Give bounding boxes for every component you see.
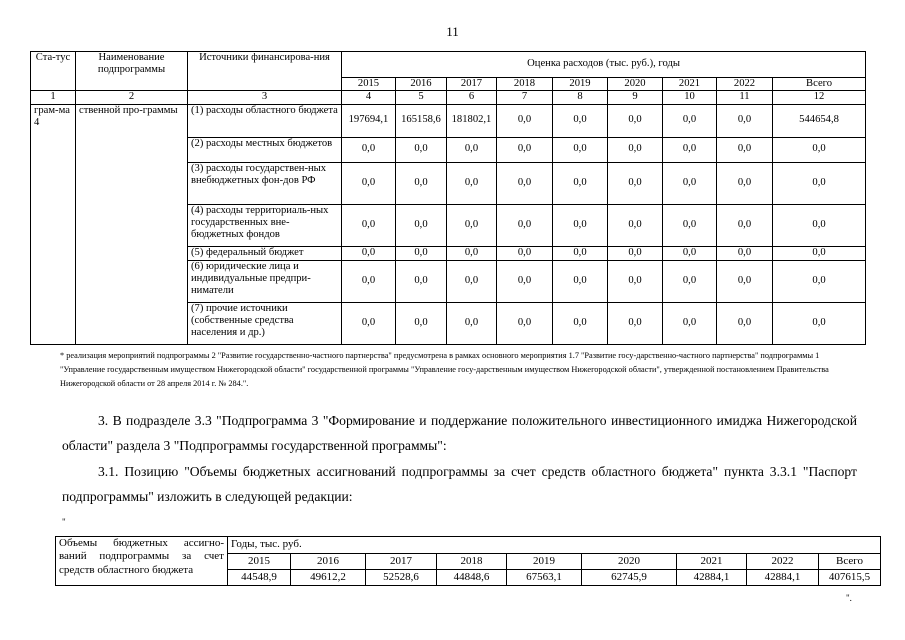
value-cell: 0,0 (447, 246, 497, 260)
column-number-cell: 4 (342, 91, 396, 104)
budget-year-cell: 2016 (291, 554, 366, 570)
value-cell: 0,0 (717, 162, 773, 204)
funding-source-cell: (6) юридические лица и индивидуальные предпри-ниматели (188, 260, 342, 302)
budget-value-cell: 62745,9 (582, 570, 677, 586)
year-header-cell: 2021 (663, 78, 717, 91)
value-cell: 0,0 (663, 137, 717, 162)
value-cell: 0,0 (717, 137, 773, 162)
budget-allocation-table (55, 536, 881, 586)
value-cell: 0,0 (663, 246, 717, 260)
budget-value-cell: 407615,5 (819, 570, 881, 586)
value-cell: 0,0 (553, 302, 608, 344)
budget-label: Объемы бюджетных ассигно-ваний подпрограммы за счет средств областного бюджета (56, 537, 228, 586)
value-cell: 0,0 (553, 246, 608, 260)
column-number-cell: 3 (188, 91, 342, 104)
column-number-cell: 7 (497, 91, 553, 104)
value-cell: 0,0 (553, 162, 608, 204)
header-funding-sources: Источники финансирова-ния (188, 52, 342, 91)
header-status: Ста-тус (31, 52, 76, 91)
budget-value-cell: 42884,1 (747, 570, 819, 586)
value-cell: 165158,6 (396, 104, 447, 137)
budget-value-cell: 44848,6 (437, 570, 507, 586)
value-cell: 0,0 (396, 260, 447, 302)
value-cell: 0,0 (342, 137, 396, 162)
value-cell: 0,0 (553, 260, 608, 302)
column-number-cell: 6 (447, 91, 497, 104)
value-cell: 0,0 (773, 302, 866, 344)
value-cell: 0,0 (553, 137, 608, 162)
value-cell: 0,0 (447, 204, 497, 246)
paragraph-3-1: 3.1. Позицию "Объемы бюджетных ассигнований подпрограммы за счет средств областного бюджета" пункта 3.3.1 "Паспорт подпрограммы" изложить в следующей редакции: (62, 464, 857, 504)
value-cell: 0,0 (497, 246, 553, 260)
value-cell: 0,0 (663, 162, 717, 204)
value-cell: 0,0 (608, 104, 663, 137)
funding-source-cell: (7) прочие источники (собственные средства населения и др.) (188, 302, 342, 344)
value-cell: 0,0 (608, 260, 663, 302)
value-cell: 0,0 (342, 246, 396, 260)
year-header-cell: 2018 (497, 78, 553, 91)
value-cell: 0,0 (608, 162, 663, 204)
value-cell: 0,0 (342, 260, 396, 302)
value-cell: 0,0 (773, 204, 866, 246)
page-number: 11 (446, 24, 459, 39)
year-header-cell: 2016 (396, 78, 447, 91)
header-expense-estimate: Оценка расходов (тыс. руб.), годы (342, 52, 866, 78)
value-cell: 0,0 (608, 302, 663, 344)
value-cell: 0,0 (447, 302, 497, 344)
funding-source-cell: (2) расходы местных бюджетов (188, 137, 342, 162)
funding-source-cell: (5) федеральный бюджет (188, 246, 342, 260)
closing-quote: ". (846, 593, 852, 603)
funding-source-cell: (4) расходы территориаль-ных государственных вне-бюджетных фондов (188, 204, 342, 246)
status-cell: грам-ма 4 (31, 104, 76, 344)
year-header-cell: 2019 (553, 78, 608, 91)
value-cell: 0,0 (447, 162, 497, 204)
value-cell: 0,0 (663, 302, 717, 344)
value-cell: 0,0 (497, 137, 553, 162)
column-number-cell: 11 (717, 91, 773, 104)
budget-value-cell: 49612,2 (291, 570, 366, 586)
value-cell: 197694,1 (342, 104, 396, 137)
funding-source-cell: (3) расходы государствен-ных внебюджетных фон-дов РФ (188, 162, 342, 204)
opening-quote: " (62, 517, 66, 527)
budget-year-cell: 2017 (366, 554, 437, 570)
value-cell: 0,0 (717, 104, 773, 137)
value-cell: 0,0 (447, 137, 497, 162)
footnote: * реализация мероприятий подпрограммы 2 "Развитие государственно-частного партнерства" предусмотрена в рамках основного мероприятия 1.7 "Развитие госу-дарственно-частного партнерства" подпрограммы 1 "Управление государственным имуществом Нижегородской области" государственной программы "Управление госу-дарственным имуществом Нижегородской области", утвержденной постановлением Правительства Нижегородской области от 28 апреля 2014 г. № 284.". (60, 351, 829, 388)
value-cell: 0,0 (497, 302, 553, 344)
value-cell: 0,0 (497, 162, 553, 204)
budget-year-cell: 2019 (507, 554, 582, 570)
value-cell: 0,0 (342, 302, 396, 344)
header-subprogram-name: Наименование подпрограммы (76, 52, 188, 91)
value-cell: 0,0 (663, 104, 717, 137)
value-cell: 181802,1 (447, 104, 497, 137)
subprogram-name-cell: ственной про-граммы (76, 104, 188, 344)
value-cell: 0,0 (717, 204, 773, 246)
budget-year-cell: 2021 (677, 554, 747, 570)
value-cell: 0,0 (497, 260, 553, 302)
value-cell: 0,0 (663, 204, 717, 246)
column-number-cell: 12 (773, 91, 866, 104)
budget-year-cell: 2020 (582, 554, 677, 570)
year-header-cell: 2015 (342, 78, 396, 91)
value-cell: 0,0 (342, 162, 396, 204)
column-number-cell: 9 (608, 91, 663, 104)
budget-value-cell: 67563,1 (507, 570, 582, 586)
budget-value-cell: 44548,9 (228, 570, 291, 586)
funding-source-cell: (1) расходы областного бюджета (188, 104, 342, 137)
paragraph-3: 3. В подразделе 3.3 "Подпрограмма 3 "Формирование и поддержание положительного инвестиционного имиджа Нижегородской области" раздела 3 "Подпрограммы государственной программы": (62, 413, 857, 453)
value-cell: 0,0 (396, 137, 447, 162)
value-cell: 0,0 (717, 302, 773, 344)
column-number-cell: 8 (553, 91, 608, 104)
funding-sources-table (30, 51, 866, 345)
column-number-cell: 2 (76, 91, 188, 104)
budget-value-cell: 42884,1 (677, 570, 747, 586)
value-cell: 0,0 (447, 260, 497, 302)
value-cell: 0,0 (396, 302, 447, 344)
value-cell: 0,0 (773, 137, 866, 162)
budget-year-cell: Всего (819, 554, 881, 570)
budget-year-cell: 2015 (228, 554, 291, 570)
table-column-numbers-row (31, 91, 866, 104)
value-cell: 0,0 (773, 162, 866, 204)
year-header-cell: Всего (773, 78, 866, 91)
value-cell: 544654,8 (773, 104, 866, 137)
value-cell: 0,0 (497, 104, 553, 137)
budget-year-cell: 2018 (437, 554, 507, 570)
value-cell: 0,0 (396, 204, 447, 246)
value-cell: 0,0 (396, 162, 447, 204)
value-cell: 0,0 (342, 204, 396, 246)
value-cell: 0,0 (396, 246, 447, 260)
table-row (31, 104, 866, 137)
column-number-cell: 1 (31, 91, 76, 104)
value-cell: 0,0 (717, 260, 773, 302)
year-header-cell: 2020 (608, 78, 663, 91)
year-header-cell: 2017 (447, 78, 497, 91)
table-header-row (31, 52, 866, 78)
value-cell: 0,0 (553, 104, 608, 137)
value-cell: 0,0 (497, 204, 553, 246)
value-cell: 0,0 (773, 260, 866, 302)
value-cell: 0,0 (608, 204, 663, 246)
value-cell: 0,0 (608, 246, 663, 260)
column-number-cell: 5 (396, 91, 447, 104)
budget-year-cell: 2022 (747, 554, 819, 570)
value-cell: 0,0 (608, 137, 663, 162)
value-cell: 0,0 (553, 204, 608, 246)
column-number-cell: 10 (663, 91, 717, 104)
value-cell: 0,0 (663, 260, 717, 302)
budget-value-cell: 52528,6 (366, 570, 437, 586)
value-cell: 0,0 (773, 246, 866, 260)
budget-units: Годы, тыс. руб. (228, 537, 881, 554)
year-header-cell: 2022 (717, 78, 773, 91)
value-cell: 0,0 (717, 246, 773, 260)
